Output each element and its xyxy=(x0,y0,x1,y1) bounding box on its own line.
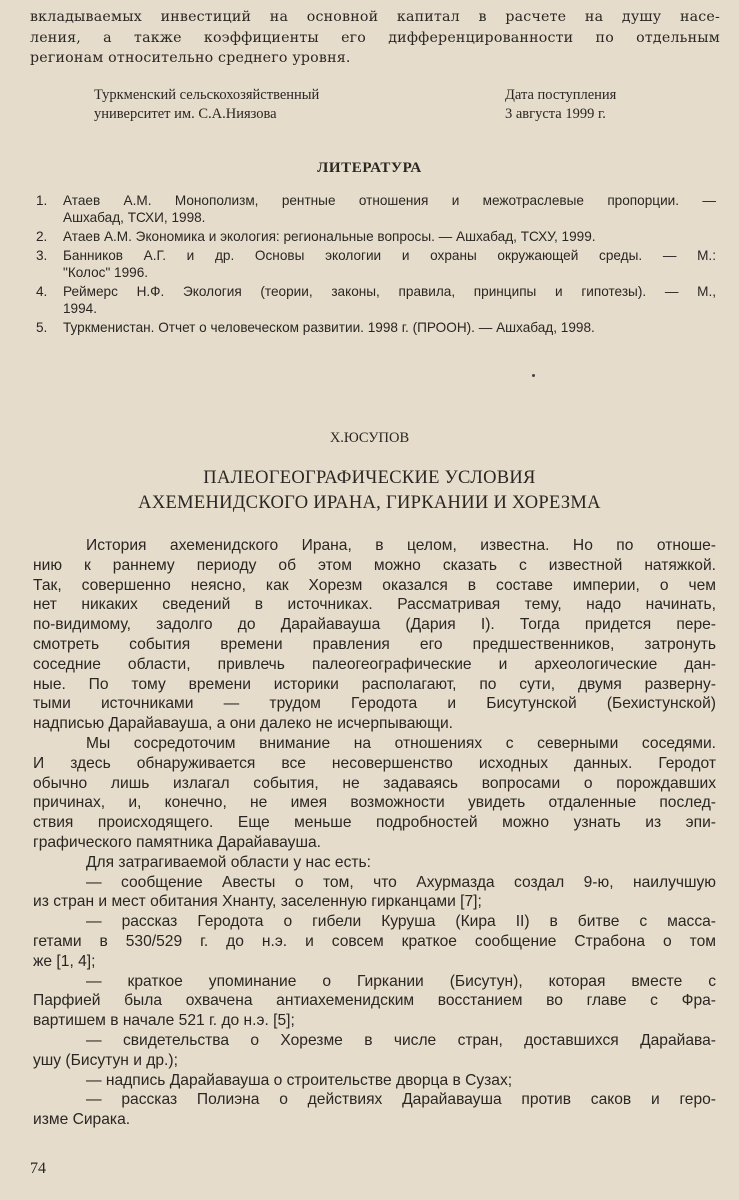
reference-item xyxy=(36,247,716,281)
reference-line: Атаев А.М. Монополизм, рентные отношения и межотраслевые пропорции. — xyxy=(63,193,716,208)
body-line: вартишем в начале 521 г. до н.э. [5]; xyxy=(33,1012,295,1030)
reference-line: 1994. xyxy=(63,301,98,316)
body-line: графического памятника Дарайавауша. xyxy=(33,833,321,851)
body-line: смотреть события времени правления его предшественников, затронуть xyxy=(33,635,716,653)
body-line: — рассказ Полиэна о действиях Дарайавауша против саков и геро- xyxy=(86,1091,716,1109)
body-line: — сообщение Авесты о том, что Ахурмазда создал 9-ю, наилучшую xyxy=(86,873,716,891)
literature-heading: ЛИТЕРАТУРА xyxy=(317,160,422,176)
body-line: обычно лишь излагал события, не задаваясь вопросами о порождавших xyxy=(33,774,716,792)
reference-number: 3. xyxy=(36,248,48,263)
reference-item xyxy=(36,228,716,245)
body-line: надписью Дарайавауша, а они далеко не исчерпывающи. xyxy=(33,715,453,733)
body-line: Так, совершенно неясно, как Хорезм оказался в составе империи, о чем xyxy=(33,576,716,594)
body-line: тыми источниками — трудом Геродота и Бисутунской (Бехистунской) xyxy=(33,695,716,713)
body-line: Для затрагиваемой области у нас есть: xyxy=(86,853,371,871)
reference-line: Реймерс Н.Ф. Экология (теории, законы, правила, принципы и гипотезы). — М., xyxy=(63,284,716,299)
body-line: же [1, 4]; xyxy=(33,952,96,970)
body-line: История ахеменидского Ирана, в целом, известна. Но по отноше- xyxy=(86,537,716,554)
affiliation-line: Дата поступления xyxy=(505,87,617,103)
body-line: изме Сирака. xyxy=(33,1111,131,1129)
article-body xyxy=(33,536,716,1130)
article-title xyxy=(0,466,739,516)
body-line: Мы сосредоточим внимание на отношениях с северными соседями. xyxy=(86,734,716,752)
body-line: Парфией была охвачена антиахеменидским восстанием во главе с Фра- xyxy=(33,992,716,1010)
affiliation-line: Туркменский сельскохозяйственный xyxy=(94,87,320,103)
affiliation-line: 3 августа 1999 г. xyxy=(505,106,606,122)
body-line: ствия происходящего. Еще меньше подробностей можно узнать из эпи- xyxy=(33,814,716,832)
body-line: соседние области, привлечь палеогеографические и археологические дан- xyxy=(33,655,716,673)
body-line: ные. По тому времени историки располагают, по сути, двумя разверну- xyxy=(33,675,716,693)
affiliation-institution xyxy=(94,86,319,124)
reference-line: Банников А.Г. и др. Основы экологии и охраны окружающей среды. — М.: xyxy=(63,248,716,263)
reference-list xyxy=(36,192,716,338)
body-line: гетами в 530/529 г. до н.э. и совсем краткое сообщение Страбона о том xyxy=(33,932,716,950)
title-line: ПАЛЕОГЕОГРАФИЧЕСКИЕ УСЛОВИЯ xyxy=(203,468,536,488)
body-line: из стран и мест обитания Хнанту, заселенную гирканцами [7]; xyxy=(33,893,482,911)
body-line: И здесь обнаруживается все несовершенство исходных данных. Геродот xyxy=(33,754,716,772)
title-line: АХЕМЕНИДСКОГО ИРАНА, ГИРКАНИИ И ХОРЕЗМА xyxy=(138,493,601,513)
intro-line: ления, а также коэффициенты его дифференцированности по отдельным xyxy=(30,29,720,46)
body-line: причинах, и, конечно, не имея возможности увидеть отдаленные послед- xyxy=(33,794,716,812)
body-line: — краткое упоминание о Гиркании (Бисутун), которая вместе с xyxy=(86,972,716,990)
body-line: по-видимому, задолго до Дарайавауша (Дария I). Тогда придется пере- xyxy=(33,616,716,634)
reference-line: Атаев А.М. Экономика и экология: региональные вопросы. — Ашхабад, ТСХУ, 1999. xyxy=(63,229,596,244)
reference-line: Ашхабад, ТСХИ, 1998. xyxy=(63,210,206,225)
body-line: нет никаких сведений в источниках. Рассматривая тему, надо начинать, xyxy=(33,596,716,614)
intro-line: вкладываемых инвестиций на основной капитал в расчете на душу насе- xyxy=(30,9,720,25)
reference-number: 4. xyxy=(36,284,48,299)
affiliation-date xyxy=(505,86,616,124)
reference-line: "Колос" 1996. xyxy=(63,265,149,280)
affiliation-line: университет им. С.А.Ниязова xyxy=(94,106,277,122)
body-line: ушу (Бисутун и др.); xyxy=(33,1051,178,1069)
reference-item xyxy=(36,283,716,317)
page-number: 74 xyxy=(30,1160,46,1177)
reference-item xyxy=(36,192,716,226)
reference-number: 5. xyxy=(36,320,48,335)
reference-number: 2. xyxy=(36,229,48,244)
body-line: — надпись Дарайавауша о строительстве дворца в Сузах; xyxy=(86,1071,513,1089)
reference-number: 1. xyxy=(36,193,48,208)
reference-line: Туркменистан. Отчет о человеческом развитии. 1998 г. (ПРООН). — Ашхабад, 1998. xyxy=(63,320,595,335)
body-line: — свидетельства о Хорезме в числе стран, доставшихся Дарайава- xyxy=(86,1031,716,1049)
print-speck xyxy=(532,374,535,377)
intro-line: регионам относительно среднего уровня. xyxy=(30,50,351,66)
body-line: — рассказ Геродота о гибели Куруша (Кира II) в битве с масса- xyxy=(86,913,716,931)
article-author: Х.ЮСУПОВ xyxy=(329,430,410,446)
reference-item xyxy=(36,319,716,336)
body-line: нию к раннему периоду об этом можно сказать с известной натяжкой. xyxy=(33,556,716,574)
intro-paragraph xyxy=(30,7,720,69)
